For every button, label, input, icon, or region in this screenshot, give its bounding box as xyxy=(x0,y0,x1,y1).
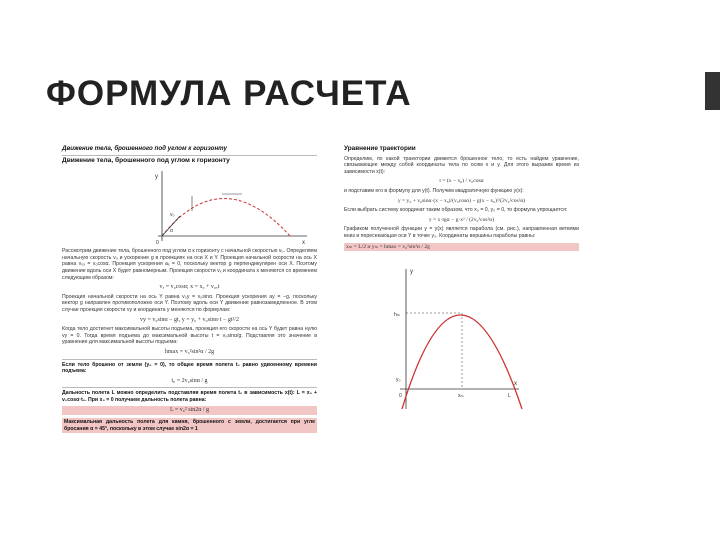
left-formula-5: L = v₀² sin2α / g xyxy=(62,406,317,415)
parabola-label-h: hₘ xyxy=(394,312,400,319)
chart-label-v0: v₀ xyxy=(170,212,175,219)
left-formula-3: hmax = v₀²sin²α / 2g xyxy=(164,348,215,355)
left-divider-2 xyxy=(62,359,317,360)
right-paragraph-3: Если выбрать систему координат таким образом, что x₀ = 0, y₀ = 0, то формула упрощается: xyxy=(344,207,568,214)
trajectory-curve xyxy=(162,199,290,237)
parabola-label-y0: y₀ xyxy=(396,377,401,384)
parabola-label-L: L xyxy=(508,393,511,400)
right-formula-2: y = y₀ + v₀sinα·(x − x₀)/(v₀cosα) − g(x − x₀)²/(2v₀²cos²α) xyxy=(397,197,526,204)
right-formula-4: xₘ = L/2 и yₘ = hmax = v₀²sin²α / 2g xyxy=(344,243,579,252)
left-formula-4: t₀ = 2v₀sinα / g xyxy=(171,377,208,384)
left-column xyxy=(62,146,317,435)
right-heading: Уравнение траектории xyxy=(344,145,416,152)
right-paragraph-1: Определим, по какой траектории движется брошенное тело, то есть найдем уравнение, связывающее между собой координаты тела по осям x и y. Для этого выразим время из зависимости x(t): xyxy=(344,155,579,175)
chart-label-x: x xyxy=(302,240,305,247)
left-paragraph-4: Если тело брошено от земли (y₀ = 0), то общее время полета t₀ равно удвоенному времени подъема: xyxy=(62,361,317,375)
slide-title: ФОРМУЛА РАСЧЕТА xyxy=(46,74,412,113)
left-formula-2: vy = v₀sinα − gt, y = y₀ + v₀sinα·t − gt²/2 xyxy=(140,316,239,323)
left-paragraph-6: Максимальная дальность полета для камня, брошенного с земли, достигается при угле бросания α = 45°, поскольку в этом случае sin2α = 1 xyxy=(64,419,315,432)
projectile-trajectory-diagram xyxy=(62,166,317,246)
left-heading-italic: Движение тела, брошенного под углом к горизонту xyxy=(62,145,227,152)
left-divider xyxy=(62,155,317,156)
parabola-label-xh: xₘ xyxy=(458,393,464,400)
left-heading: Движение тела, брошенного под углом к горизонту xyxy=(62,156,230,164)
left-paragraph-2: Проекция начальной скорости на ось Y равна v₀y = v₀sinα. Проекция ускорения ay = −g, поскольку вектор g направлен противоположно оси Y. Поэтому вдоль оси Y движение равнозамедленное. В этом случае проекция скорости vy и координата y меняются по формулам: xyxy=(62,293,317,313)
left-divider-3 xyxy=(62,387,317,388)
chart-label-y: y xyxy=(155,174,158,181)
left-paragraph-5: Дальность полета L можно определить подставляя время полета t₀ в зависимость x(t): L = x₀ + v₀cosα·t₀. При x₀ = 0 получаем дальность полета равна: xyxy=(62,390,317,403)
parabola-diagram xyxy=(344,261,579,411)
accent-bar xyxy=(705,72,720,110)
parabola-label-origin: 0 xyxy=(399,393,402,400)
right-paragraph-4: Графиком полученной функции y = y(x) является парабола (см. рис.), направленная ветвями вниз и пересекающая оси Y в точке y₀. Координаты вершины параболы равны: xyxy=(344,226,579,239)
left-formula-1: vₓ = v₀cosα; x = x₀ + v₀ₓt xyxy=(159,284,220,291)
chart-label-alpha: α xyxy=(170,228,173,235)
right-paragraph-2: и подставим его в формулу для y(t). Получим квадратичную функцию y(x): xyxy=(344,187,524,194)
parabola-label-y: y xyxy=(410,269,413,276)
right-formula-1: t = (x − x₀) / v₀cosα xyxy=(439,178,484,185)
left-paragraph-1: Рассмотрим движение тела, брошенного под углом α к горизонту с начальной скоростью v₀. Определяем начальную скорость v₀ и ускорение g в проекциях на оси X и Y. Проекция начальной скорости на ось X равна v₀ₓ = v₀cosα. Проекция ускорения aₓ = 0, поскольку вектор g перпендикулярен оси X. Поэтому движение вдоль оси X будет равномерным. Проекция скорости vₓ и координата x меняются со временем следующим образом: xyxy=(62,248,317,281)
right-formula-3: y = x·tgα − g·x² / (2v₀²cos²α) xyxy=(428,216,495,223)
left-paragraph-3: Когда тело достигнет максимальной высоты подъема, проекция его скорости на ось Y будет равна нулю vy = 0. Тогда время подъема до максимальной высоты t = v₀sinα/g. Подставляя это значение в уравнение для максимальной высоты подъема: xyxy=(62,326,317,346)
parabola-label-x: x xyxy=(514,381,517,388)
right-column xyxy=(344,146,579,411)
chart-label-origin: 0 xyxy=(156,240,159,247)
